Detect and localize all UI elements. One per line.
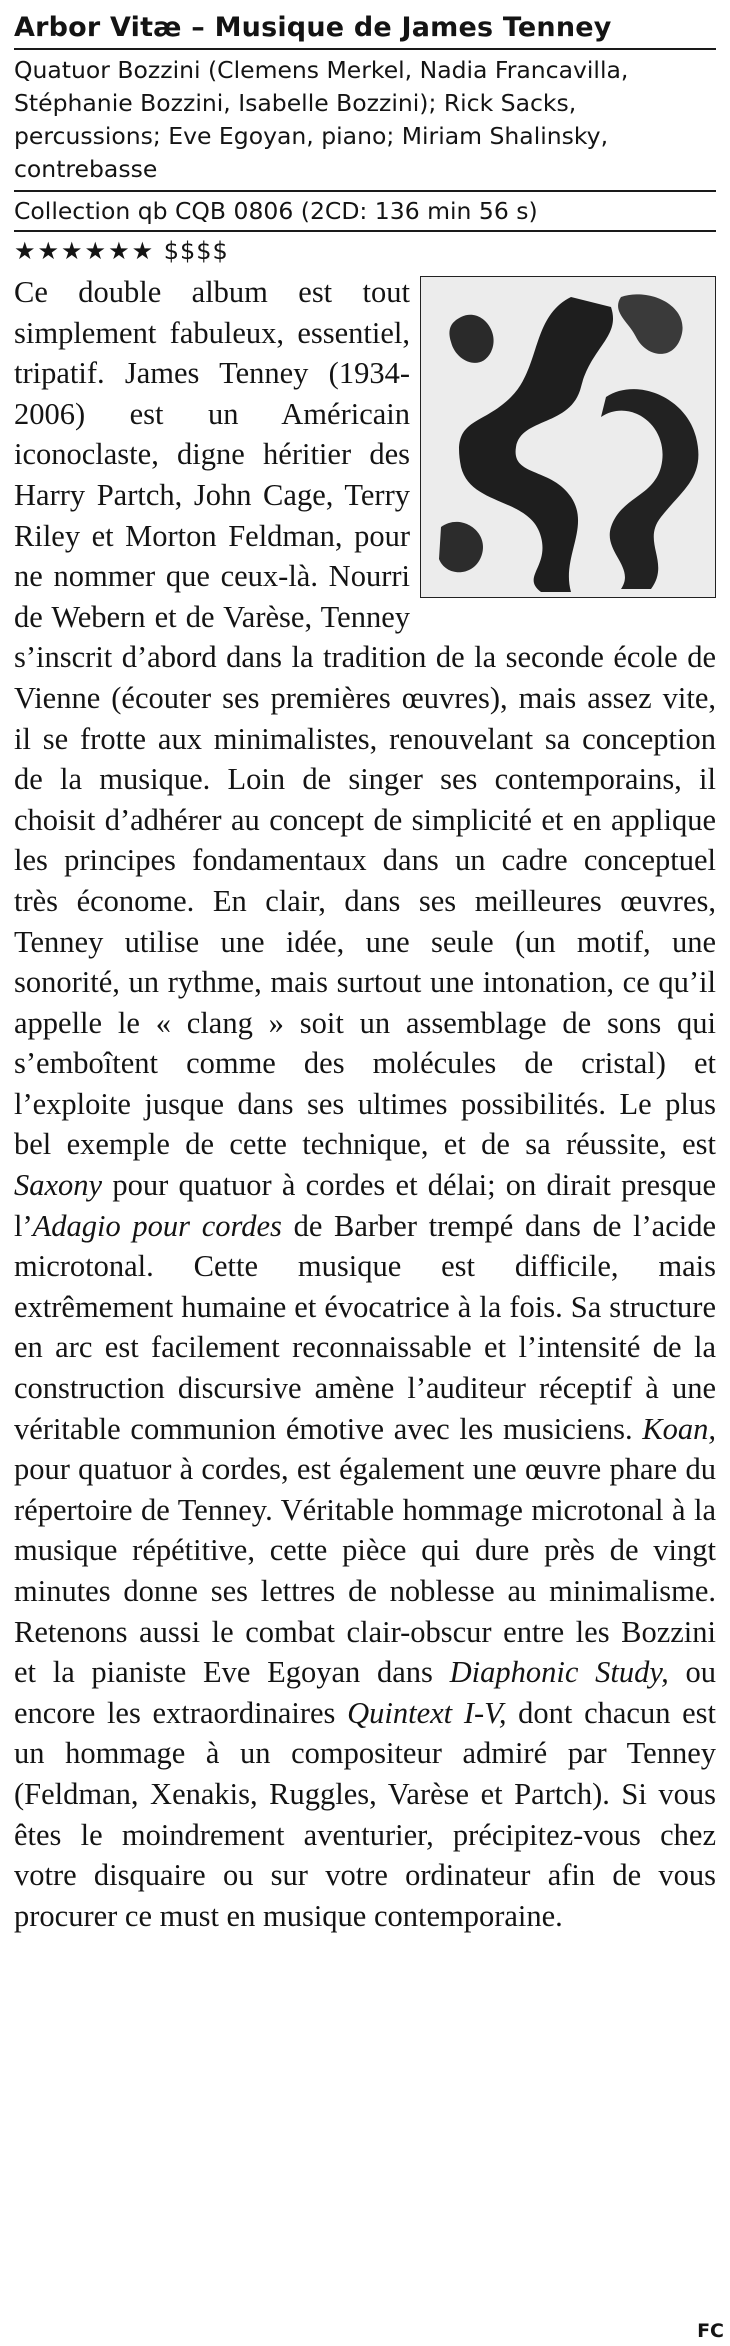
review-text-2: pour quatuor à cordes et délai; on dirait presque l’ <box>14 1168 717 1243</box>
review-text-4: pour quatuor à cordes, est également une œuvre phare du répertoire de Tenney. Véritable hommage microtonal à la musique répétitive, cette pièce qui dure près de vingt minutes donne ses lettres de noblesse au minimalisme. Retenons aussi le combat clair-obscur entre les Bozzini et la pianiste Eve Egoyan dans <box>14 1452 716 1690</box>
work-title-quintext: Quintext I-V, <box>347 1695 507 1730</box>
review-text-6: dont chacun est un hommage à un compositeur admiré par Tenney (Feldman, Xenakis, Ruggles, Varèse et Partch). Si vous êtes le moindrement aventurier, précipitez-vous chez votre disquaire ou sur votre ordinateur afin de vous procurer ce must en musique contemporaine. <box>14 1695 717 1933</box>
album-cover-image <box>420 276 716 598</box>
review-article <box>14 10 716 1936</box>
work-title-adagio: Adagio pour cordes <box>32 1208 282 1243</box>
performers-credits: Quatuor Bozzini (Clemens Merkel, Nadia Francavilla, Stéphanie Bozzini, Isabelle Bozzini); Rick Sacks, percussions; Eve Egoyan, piano; Miriam Shalinsky, contrebasse <box>14 50 716 192</box>
work-title-saxony: Saxony <box>14 1168 103 1203</box>
album-title: Arbor Vitæ – Musique de James Tenney <box>14 10 716 50</box>
review-text-1: Ce double album est tout simplement fabuleux, essentiel, tripatif. James Tenney (1934-2006) est un Américain iconoclaste, digne héritier des Harry Partch, John Cage, Terry Riley et Morton Feldman, pour ne nommer que ceux-là. Nourri de Webern et de Varèse, Tenney s’inscrit d’abord dans la tradition de la seconde école de Vienne (écouter ses premières œuvres), mais assez vite, il se frotte aux minimalistes, renouvelant sa conception de la musique. Loin de singer ses contemporains, il choisit d’adhérer au concept de simplicité et en applique les principes fondamentaux dans un cadre conceptuel très économe. En clair, dans ses meilleures œuvres, Tenney utilise une idée, une seule (un motif, une sonorité, un rythme, mais surtout une intonation, ce qu’il appelle le « clang » soit un assemblage de sons qui s’emboîtent comme des molécules de cristal) et l’exploite jusque dans ses ultimes possibilités. Le plus bel exemple de cette technique, et de sa réussite, est <box>14 275 716 1162</box>
review-body <box>14 272 716 1936</box>
collection-info: Collection qb CQB 0806 (2CD: 136 min 56 s) <box>14 192 716 232</box>
rating-row <box>14 232 716 268</box>
review-text-3: de Barber trempé dans de l’acide microtonal. Cette musique est difficile, mais extrêmement humaine et évocatrice à la fois. Sa structure en arc est facilement reconnaissable et l’intensité de la construction discursive amène l’auditeur réceptif à une véritable communion émotive avec les musiciens. <box>14 1208 717 1446</box>
price-rating: $$$$ <box>163 237 229 265</box>
work-title-koan: Koan, <box>642 1411 717 1446</box>
work-title-diaphonic-study: Diaphonic Study, <box>449 1655 669 1690</box>
author-initials: FC <box>697 2320 724 2342</box>
album-cover-art <box>421 277 715 597</box>
review-text-5: ou encore les extraordinaires <box>14 1655 717 1730</box>
star-rating: ★★★★★★ <box>14 237 156 265</box>
